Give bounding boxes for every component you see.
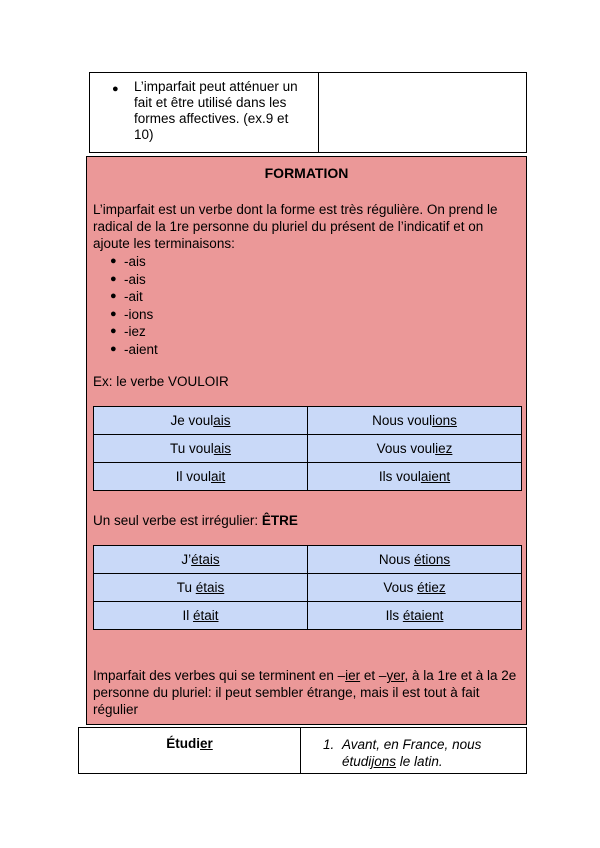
table-cell: Ils étaient xyxy=(308,602,522,630)
table-cell: Vous vouliez xyxy=(308,435,522,463)
table-cell: Ils voulaient xyxy=(308,463,522,491)
irregular-label: Un seul verbe est irrégulier: ÊTRE xyxy=(93,513,298,528)
table-row xyxy=(94,463,522,491)
table-cell: Tu voulais xyxy=(94,435,308,463)
example-item xyxy=(301,728,526,773)
table-cell: Vous étiez xyxy=(308,574,522,602)
bullet-icon: ● xyxy=(110,272,117,285)
table-cell: Il était xyxy=(94,602,308,630)
ending-item: ● -ais xyxy=(110,254,146,269)
bullet-icon: ● xyxy=(110,290,117,302)
bullet-icon: ● xyxy=(112,83,119,95)
verb-heading: Étudier xyxy=(79,728,301,773)
top-table-cell-left xyxy=(90,73,319,152)
ending-item: ● -ions xyxy=(110,306,154,322)
item-number: 1. xyxy=(323,737,335,752)
table-cell: Il voulait xyxy=(94,463,308,491)
bottom-table xyxy=(78,727,527,774)
example-label: Ex: le verbe VOULOIR xyxy=(93,374,229,389)
ending-item: ● -ais xyxy=(110,271,146,287)
ending-item: ● -iez xyxy=(110,324,146,339)
table-row xyxy=(94,407,522,435)
bullet-icon: ● xyxy=(110,307,117,320)
formation-section xyxy=(86,156,527,725)
table-cell: J’étais xyxy=(94,546,308,574)
example-text: Avant, en France, nous étudijons le latin. xyxy=(342,737,482,769)
bullet-text: L’imparfait peut atténuer un fait et être utilisé dans les formes affectives. (ex.9 et 10) xyxy=(134,79,298,142)
table-cell: Tu étais xyxy=(94,574,308,602)
table-cell: Je voulais xyxy=(94,407,308,435)
table-row xyxy=(94,435,522,463)
top-table-cell-right xyxy=(319,73,526,152)
table-row xyxy=(94,602,522,630)
formation-title: FORMATION xyxy=(264,165,349,181)
ending-item: ● -ait xyxy=(110,289,143,304)
bullet-icon: ● xyxy=(110,325,117,337)
table-cell: Nous voulions xyxy=(308,407,522,435)
ending-item: ● -aient xyxy=(110,341,158,357)
table-row xyxy=(94,546,522,574)
table-row xyxy=(94,574,522,602)
irregular-verb: ÊTRE xyxy=(261,513,298,528)
bullet-icon: ● xyxy=(110,342,117,355)
endings-list xyxy=(93,253,158,358)
top-table xyxy=(89,72,527,153)
vouloir-table xyxy=(93,406,522,491)
bullet-icon: ● xyxy=(110,255,117,267)
formation-intro: L’imparfait est un verbe dont la forme est très régulière. On prend le radical de la 1re personne du pluriel du présent de l’indicatif et on ajoute les terminaisons: xyxy=(93,202,498,251)
table-cell: Nous étions xyxy=(308,546,522,574)
etre-table xyxy=(93,545,522,630)
final-note: Imparfait des verbes qui se terminent en –ier et –yer, à la 1re et à la 2e personne du pluriel: il peut sembler étrange, mais il est tout à fait régulier xyxy=(93,668,517,717)
